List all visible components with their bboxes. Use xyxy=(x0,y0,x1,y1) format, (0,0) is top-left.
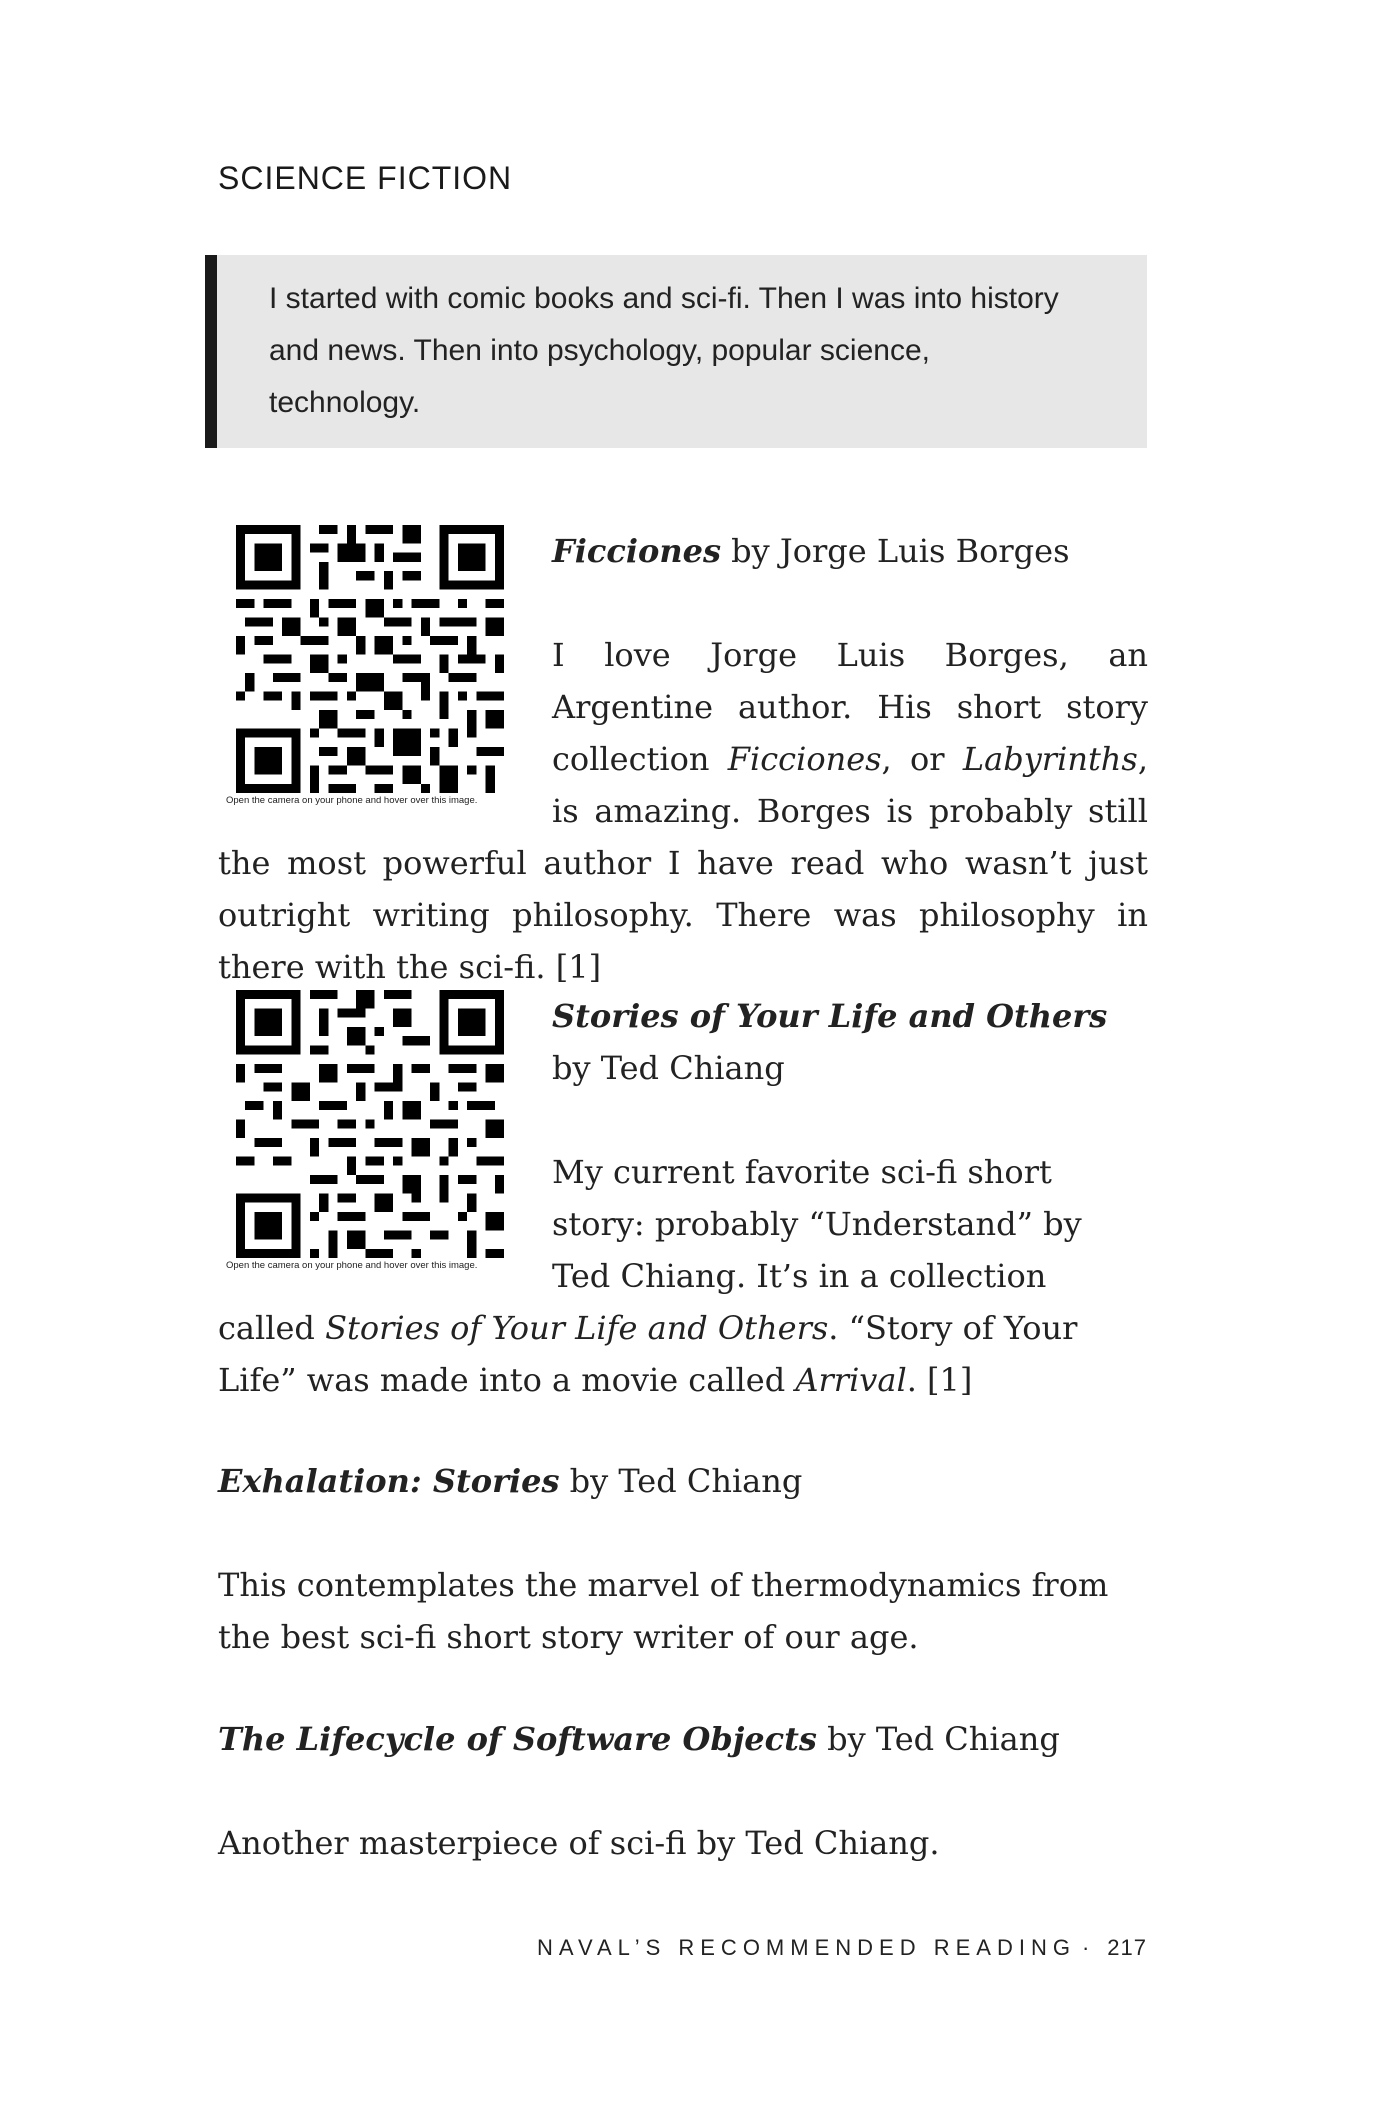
pull-quote xyxy=(205,255,1147,448)
book-entry-exhalation xyxy=(218,1455,1148,1663)
book-description: This contemplates the marvel of thermodynamics from the best sci-fi short story writer of our age. xyxy=(218,1566,1109,1656)
book-title: The Lifecycle of Software Objects xyxy=(218,1720,817,1758)
book-author: by Jorge Luis Borges xyxy=(720,532,1070,570)
qr-code-icon[interactable] xyxy=(236,525,504,793)
section-title: SCIENCE FICTION xyxy=(218,160,513,196)
book-entry-lifecycle xyxy=(218,1713,1148,1869)
book-title: Ficciones xyxy=(552,532,721,570)
qr-block xyxy=(218,525,518,807)
book-author: by Ted Chiang xyxy=(816,1720,1060,1758)
qr-block xyxy=(218,990,518,1272)
footer-separator: · xyxy=(1081,1935,1096,1960)
book-title: Exhalation: Stories xyxy=(218,1462,560,1500)
running-head: NAVAL’S RECOMMENDED READING xyxy=(537,1935,1076,1960)
book-entry-stories-of-your-life xyxy=(218,990,1148,1406)
page-number: 217 xyxy=(1107,1935,1147,1960)
qr-code-icon[interactable] xyxy=(236,990,504,1258)
qr-caption: Open the camera on your phone and hover over this image. xyxy=(226,1260,478,1271)
qr-caption: Open the camera on your phone and hover over this image. xyxy=(226,795,478,806)
book-description: My current favorite sci-fi short story: probably “Understand” by Ted Chiang. It’s in a collection called Stories of Your Life and Others. “Story of Your Life” was made into a movie called Arrival. [1] xyxy=(218,1153,1082,1399)
book-author: by Ted Chiang xyxy=(552,1049,785,1087)
book-description: I love Jorge Luis Borges, an Argentine author. His short story collection Ficciones, or Labyrinths, is amazing. Borges is probably still the most powerful author I have read who wasn’t just outright writing philosophy. There was philosophy in there with the sci-fi. [1] xyxy=(218,636,1148,986)
pull-quote-text: I started with comic books and sci-fi. Then I was into history and news. Then into psychology, popular science, technology. xyxy=(269,282,1059,419)
book-description: Another masterpiece of sci-fi by Ted Chiang. xyxy=(218,1824,940,1862)
book-entry-ficciones xyxy=(218,525,1148,993)
book-title: Stories of Your Life and Others xyxy=(552,997,1108,1035)
book-author: by Ted Chiang xyxy=(559,1462,803,1500)
page-footer xyxy=(537,1935,1147,1961)
